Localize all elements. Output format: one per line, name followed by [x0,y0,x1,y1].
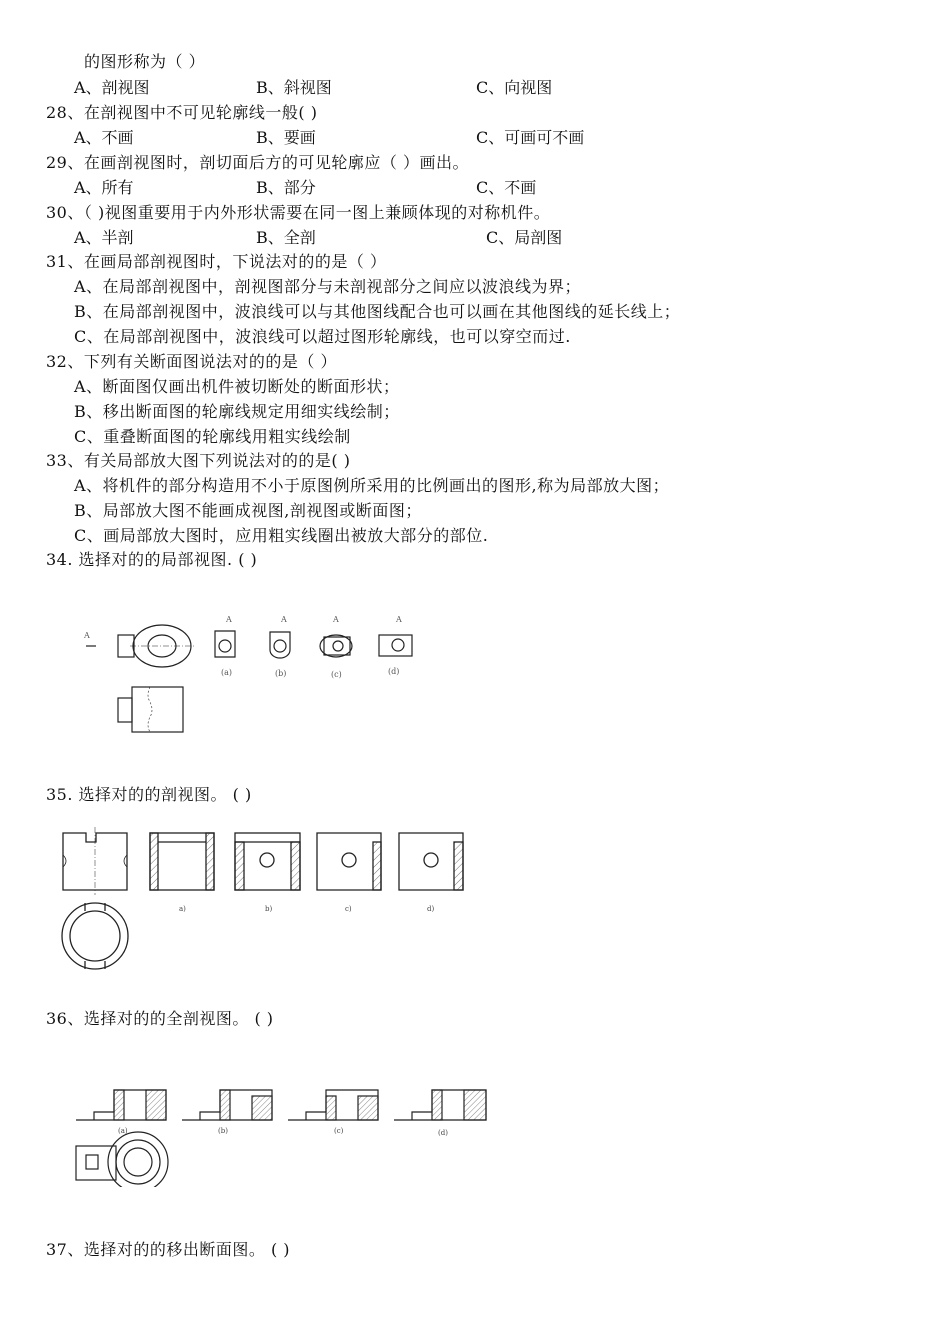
q36-option-c-view [288,1090,378,1135]
q34-option-d-view [379,615,412,676]
q31-option-c: C、在局部剖视图中，波浪线可以超过图形轮廓线，也可以穿空而过. [74,327,571,346]
svg-text:A: A [226,615,232,624]
q35-option-c-view [317,833,381,913]
q27-option-b: B、斜视图 [256,78,332,97]
q27-continuation: 的图形称为（ ） [84,52,206,71]
q35-option-d-view [399,833,463,913]
q36-option-a-view [76,1090,166,1135]
q36-figure [70,1082,500,1187]
q34-option-b-view [270,615,290,678]
q30-option-a: A、半剖 [74,228,134,247]
q34-side-boss [118,698,132,722]
q37-text: 37、选择对的的移出断面图。 ( ) [46,1240,291,1259]
q32-option-a: A、断面图仅画出机件被切断处的断面形状； [74,377,400,396]
svg-text:(a): (a) [118,1127,128,1135]
svg-text:(a): (a) [221,668,233,677]
svg-text:A: A [333,615,339,624]
q31-option-a: A、在局部剖视图中，剖视图部分与未剖视部分之间应以波浪线为界； [74,277,582,296]
q32-text: 32、下列有关断面图说法对的的是（ ） [46,352,337,371]
q27-option-c: C、向视图 [476,78,553,97]
q30-option-b: B、全剖 [256,228,316,247]
q29-option-c: C、不画 [476,178,537,197]
q33-option-c: C、画局部放大图时，应用粗实线圈出被放大部分的部位. [74,526,489,545]
q28-option-a: A、不画 [74,128,134,147]
svg-text:(d): (d) [388,667,400,676]
q28-text: 28、在剖视图中不可见轮廓线一般( ) [46,103,318,122]
q31-option-b: B、在局部剖视图中，波浪线可以与其他图线配合也可以画在其他图线的延长线上； [74,302,681,321]
q27-option-a: A、剖视图 [74,78,150,97]
q34-arrow-label: A [84,631,90,640]
q35-figure [55,825,475,975]
svg-text:d): d) [427,905,435,913]
q35-option-b-view [235,833,300,913]
q36-option-d-view [394,1090,486,1137]
q28-option-b: B、要画 [256,128,316,147]
q36-text: 36、选择对的的全剖视图。 ( ) [46,1009,274,1028]
q33-option-a: A、将机件的部分构造用不小于原图例所采用的比例画出的图形,称为局部放大图； [74,476,670,495]
q33-option-b: B、局部放大图不能画成视图,剖视图或断面图； [74,501,422,520]
svg-text:(d): (d) [438,1129,448,1137]
svg-text:c): c) [345,905,352,913]
svg-text:b): b) [265,905,273,913]
q34-option-a-view [215,615,235,677]
svg-text:A: A [281,615,287,624]
svg-text:(c): (c) [331,670,342,679]
q29-text: 29、在画剖视图时，剖切面后方的可见轮廓应（ ）画出。 [46,153,469,172]
q35-top-view [62,903,128,969]
q34-text: 34. 选择对的的局部视图. ( ) [46,550,258,569]
q36-option-b-view [182,1090,272,1135]
q32-option-c: C、重叠断面图的轮廓线用粗实线绘制 [74,427,351,446]
q34-figure [70,605,430,740]
q31-text: 31、在画局部剖视图时，下说法对的的是（ ） [46,252,387,271]
q35-text: 35. 选择对的的剖视图。 ( ) [46,785,252,804]
q28-option-c: C、可画可不画 [476,128,585,147]
svg-text:(b): (b) [275,669,287,678]
svg-text:A: A [396,615,402,624]
q34-side-view [132,687,183,732]
q34-option-c-view [320,615,352,679]
svg-text:(b): (b) [218,1127,228,1135]
q32-option-b: B、移出断面图的轮廓线规定用细实线绘制； [74,402,400,421]
q35-option-a-view [150,833,214,913]
q29-option-b: B、部分 [256,178,316,197]
svg-text:a): a) [179,905,186,913]
q30-option-c: C、局剖图 [486,228,563,247]
svg-text:(c): (c) [334,1127,344,1135]
q29-option-a: A、所有 [74,178,134,197]
q36-top-view [76,1132,168,1187]
q30-text: 30、（ )视图重要用于内外形状需要在同一图上兼顾体现的对称机件。 [46,203,551,222]
q33-text: 33、有关局部放大图下列说法对的的是( ) [46,451,351,470]
q35-original-view [63,827,127,895]
